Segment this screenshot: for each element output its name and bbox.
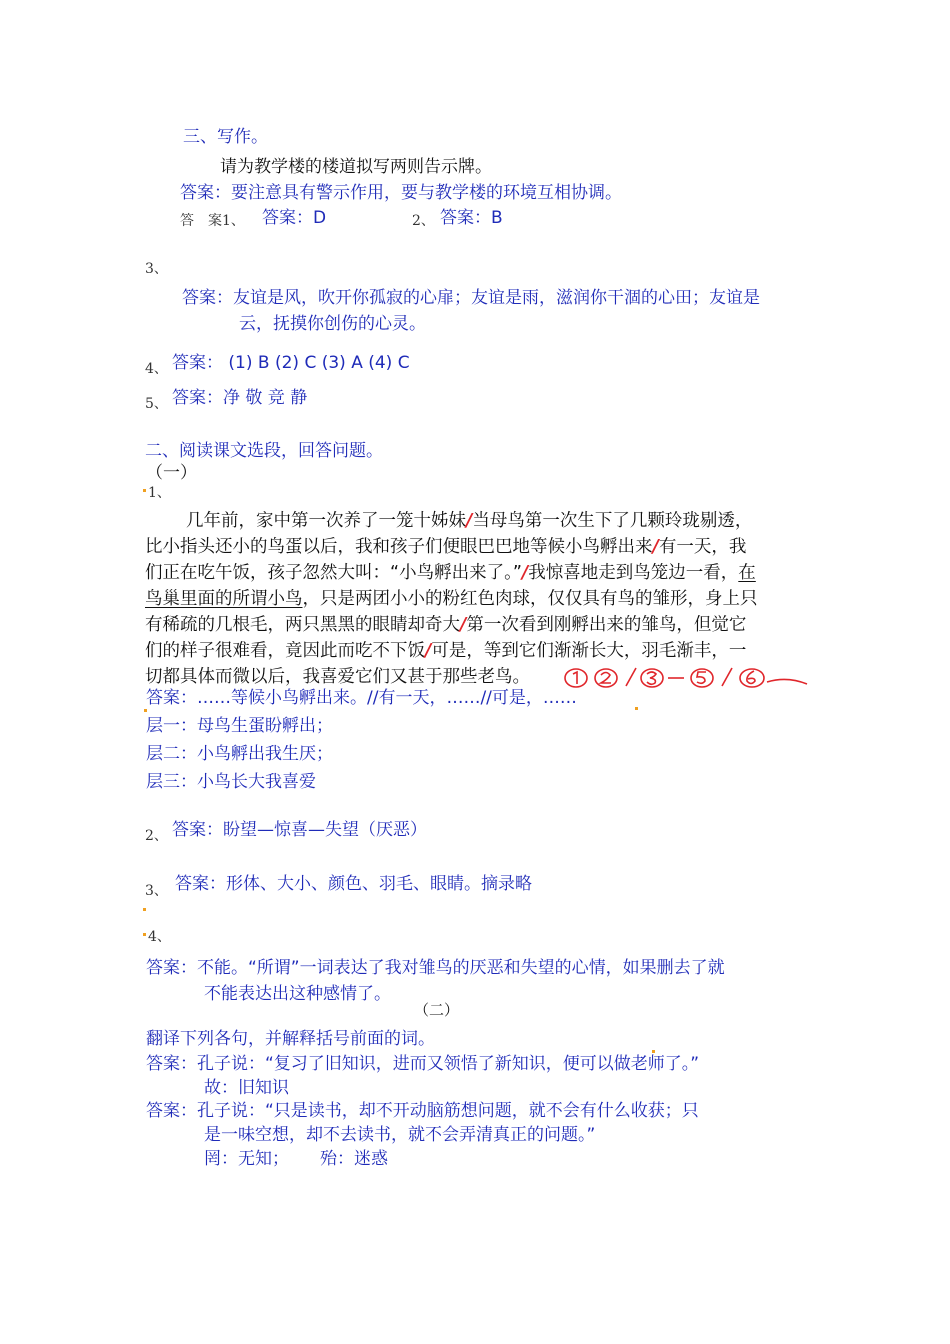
passage-line-7: 切都具体而微以后，我喜爱它们又甚于那些老鸟。	[145, 667, 530, 687]
passage-line-2: 比小指头还小的鸟蛋以后，我和孩子们便眼巴巴地等候小鸟孵出来/有一天，我	[145, 537, 747, 557]
answer-2: 答案：B	[440, 208, 503, 228]
translation-2-word2: 殆：迷惑	[320, 1149, 388, 1169]
passage-line-1: 几年前，家中第一次养了一笼十姊妹/当母鸟第一次生下了几颗玲珑剔透，	[186, 511, 753, 531]
marker-dot	[143, 908, 146, 911]
translate-heading: 翻译下列各句，并解释括号前面的词。	[146, 1029, 435, 1049]
layer-2: 层二：小鸟孵出我生厌；	[146, 744, 333, 764]
section-reading-heading: 二、阅读课文选段，回答问题。	[145, 441, 383, 461]
marker-dot	[635, 707, 638, 710]
part-two-label: （二）	[414, 1001, 460, 1019]
marker-dot	[143, 489, 146, 492]
marker-dot	[652, 1050, 655, 1053]
passage-line-3: 们正在吃午饭，孩子忽然大叫：“小鸟孵出来了。”/我惊喜地走到鸟笼边一看，在	[145, 563, 756, 583]
answer-3-line1: 答案：友谊是风，吹开你孤寂的心扉；友谊是雨，滋润你干涸的心田；友谊是	[182, 288, 760, 308]
answer-3-line2: 云，抚摸你创伤的心灵。	[239, 314, 426, 334]
layer-1: 层一：母鸟生蛋盼孵出；	[146, 716, 333, 736]
pause-mark: /	[521, 563, 529, 583]
writing-prompt: 请为教学楼的楼道拟写两则告示牌。	[220, 157, 492, 177]
handwritten-annotation	[562, 662, 822, 694]
marker-dot	[144, 709, 147, 712]
passage-line-6: 们的样子很难看，竟因此而吃不下饭/可是，等到它们渐渐长大，羽毛渐丰，一	[145, 641, 747, 661]
translation-2-word1: 罔：无知；	[204, 1149, 289, 1169]
translation-1-word: 故：旧知识	[204, 1078, 289, 1098]
pause-mark: /	[652, 537, 659, 557]
question-3-number: 3、	[145, 883, 168, 899]
layer-3: 层三：小鸟长大我喜爱	[146, 772, 316, 792]
translation-2-line2: 是一味空想，却不去读书，就不会弄清真正的问题。”	[204, 1125, 596, 1145]
passage-line-5: 有稀疏的几根毛，两只黑黑的眼睛却奇大/第一次看到刚孵出来的雏鸟，但觉它	[145, 615, 747, 635]
answer-1: 答案：D	[262, 208, 327, 228]
answer-3-number: 3、	[145, 261, 168, 277]
underlined-phrase: 鸟巢里面的所谓小鸟	[145, 589, 303, 609]
question-1-answer: 答案：……等候小鸟孵出来。//有一天，……//可是，……	[146, 688, 577, 708]
answer-4-number: 4、	[145, 361, 168, 377]
pause-mark: /	[466, 511, 473, 531]
question-3-answer: 答案：形体、大小、颜色、羽毛、眼睛。摘录略	[175, 874, 532, 894]
part-one-label: （一）	[146, 463, 197, 483]
translation-2-line1: 答案：孔子说：“只是读书，却不开动脑筋想问题，就不会有什么收获；只	[146, 1101, 699, 1121]
passage-line-4: 鸟巢里面的所谓小鸟，只是两团小小的粉红色肉球，仅仅具有鸟的雏形，身上只	[145, 589, 758, 609]
question-2-answer: 答案：盼望—惊喜—失望（厌恶）	[172, 820, 427, 840]
answer-2-prefix: 2、	[412, 213, 435, 229]
writing-answer: 答案：要注意具有警示作用，要与教学楼的环境互相协调。	[180, 183, 622, 203]
translation-1-answer: 答案：孔子说：“复习了旧知识，进而又领悟了新知识，便可以做老师了。”	[146, 1054, 700, 1074]
pause-mark: /	[425, 641, 432, 661]
question-1-number: 1、	[148, 485, 171, 501]
question-2-number: 2、	[145, 828, 168, 844]
pause-mark: /	[460, 615, 467, 635]
question-4-number: 4、	[148, 929, 171, 945]
answer-5-number: 5、	[145, 396, 168, 412]
answer-5: 答案：净 敬 竞 静	[172, 388, 308, 408]
marker-dot	[143, 933, 146, 936]
answer-1-prefix: 答 案1、	[180, 213, 245, 229]
question-4-answer-line2: 不能表达出这种感情了。	[204, 984, 391, 1004]
answer-4: 答案： (1) B (2) C (3) A (4) C	[172, 353, 410, 373]
section-writing-heading: 三、写作。	[183, 127, 268, 147]
question-4-answer-line1: 答案：不能。“所谓”一词表达了我对雏鸟的厌恶和失望的心情，如果删去了就	[146, 958, 725, 978]
